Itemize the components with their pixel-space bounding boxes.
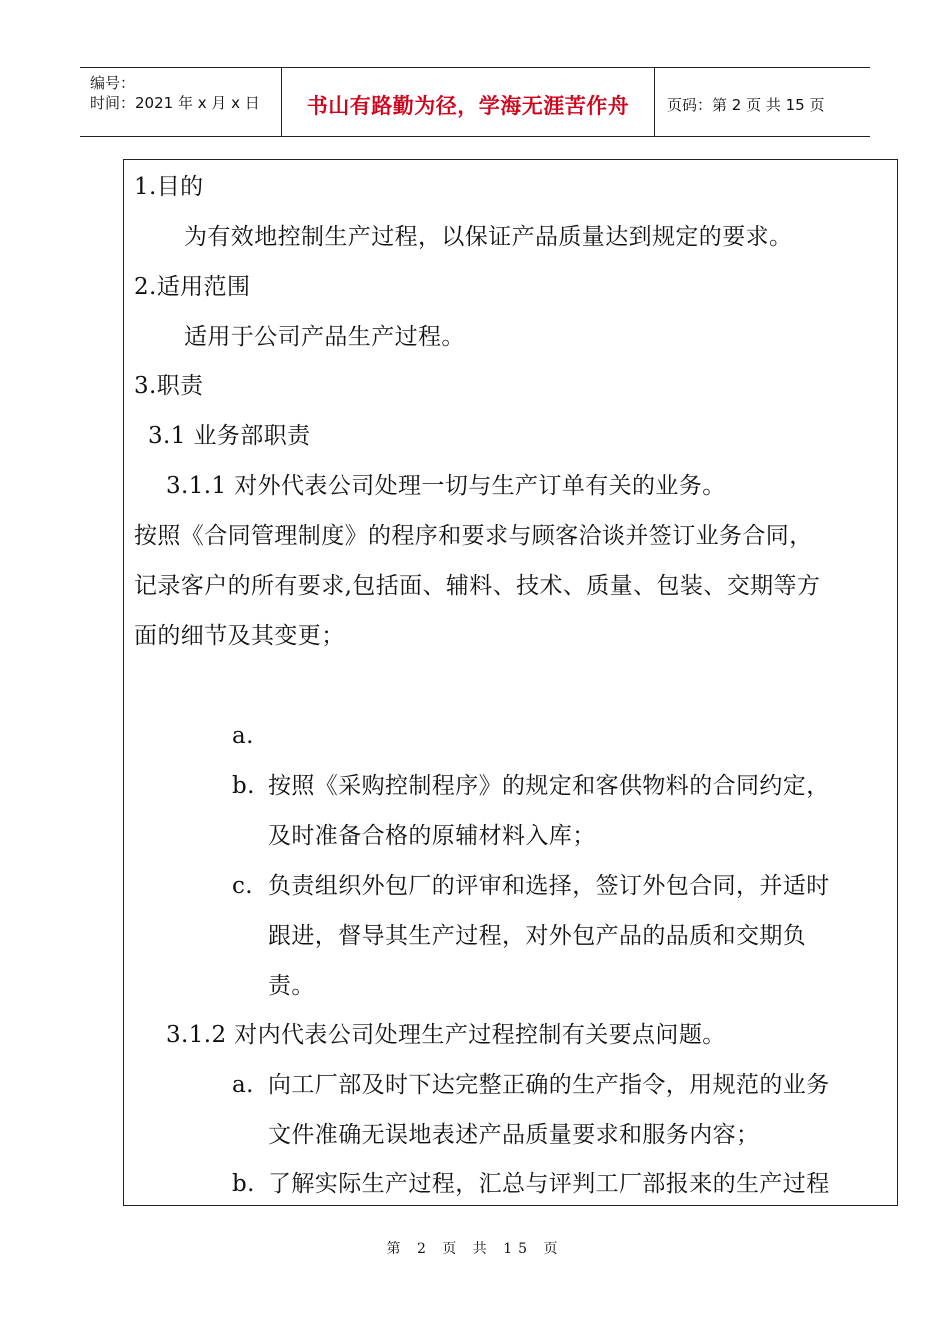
subsection-heading-sales: 3.1 业务部职责: [148, 423, 311, 449]
paragraph-line: 记录客户的所有要求,包括面、辅料、技术、质量、包装、交期等方: [134, 573, 821, 599]
header-motto-cell: [281, 68, 655, 136]
document-number-label: 编号：: [90, 74, 136, 92]
list-item-line: 文件准确无误地表述产品质量要求和服务内容；: [268, 1122, 760, 1148]
subsection-heading-external: 3.1.1 对外代表公司处理一切与生产订单有关的业务。: [166, 473, 726, 499]
paragraph-line: 按照《合同管理制度》的程序和要求与顾客洽谈并签订业务合同，: [134, 523, 813, 549]
list-item-line: 及时准备合格的原辅材料入库；: [268, 823, 596, 849]
document-time-label: 时间：2021 年 x 月 x 日: [90, 94, 260, 112]
document-header: [80, 67, 870, 137]
list-marker: c.: [232, 873, 253, 899]
page-footer: 第 2 页 共 15 页: [386, 1241, 564, 1257]
list-marker: b.: [232, 773, 255, 799]
list-item-line: 向工厂部及时下达完整正确的生产指令，用规范的业务: [268, 1072, 830, 1098]
section-heading-duties: 3.职责: [134, 373, 204, 399]
list-item-line: 负责组织外包厂的评审和选择，签订外包合同，并适时: [268, 873, 830, 899]
list-marker: a.: [232, 1072, 254, 1098]
content-box: [123, 159, 898, 1206]
list-marker: a.: [232, 723, 254, 749]
list-item-line: 责。: [268, 973, 315, 999]
section-heading-scope: 2.适用范围: [134, 274, 251, 300]
list-item-line: 跟进，督导其生产过程，对外包产品的品质和交期负: [268, 923, 807, 949]
header-page-cell: [655, 68, 870, 136]
paragraph-purpose: 为有效地控制生产过程，以保证产品质量达到规定的要求。: [184, 224, 793, 250]
header-page-info: 页码：第 2 页 共 15 页: [667, 96, 825, 114]
paragraph-scope: 适用于公司产品生产过程。: [184, 324, 465, 350]
list-item-line: 按照《采购控制程序》的规定和客供物料的合同约定，: [268, 773, 830, 799]
section-heading-purpose: 1.目的: [134, 174, 204, 200]
header-meta-cell: [80, 68, 281, 136]
list-marker: b.: [232, 1171, 255, 1197]
header-motto: 书山有路勤为径，学海无涯苦作舟: [306, 94, 630, 118]
list-item-line: 了解实际生产过程，汇总与评判工厂部报来的生产过程: [268, 1171, 830, 1197]
paragraph-line: 面的细节及其变更；: [134, 623, 345, 649]
subsection-heading-internal: 3.1.2 对内代表公司处理生产过程控制有关要点问题。: [166, 1022, 726, 1048]
